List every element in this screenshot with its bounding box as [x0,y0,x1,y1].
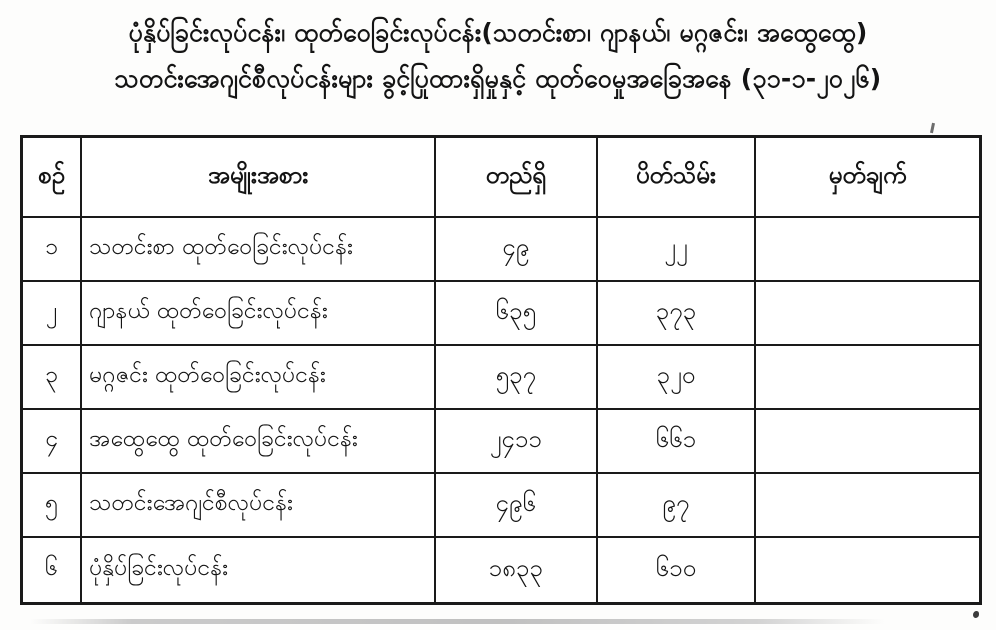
scan-speck-artifact [973,611,979,618]
cell-closed: ၉၇ [598,474,757,538]
cell-serial: ၄ [23,410,82,474]
cell-closed: ၂၂ [598,218,757,282]
header-cell-closed: ပိတ်သိမ်း [598,138,757,218]
header-cell-remark: မှတ်ချက် [756,138,979,218]
scan-smudge-artifact [30,619,885,624]
cell-serial: ၅ [23,474,82,538]
cell-closed: ၃၂၀ [598,346,757,410]
cell-remark [756,282,979,346]
cell-category: သတင်းအေဂျင်စီလုပ်ငန်း [82,474,436,538]
header-cell-category: အမျိုးအစား [82,138,436,218]
statistics-table [20,135,982,605]
cell-existing: ၄၉၆ [436,474,598,538]
cell-serial: ၆ [23,538,82,602]
cell-remark [756,218,979,282]
cell-category: မဂ္ဂဇင်း ထုတ်ဝေခြင်းလုပ်ငန်း [82,346,436,410]
cell-existing: ၅၃၇ [436,346,598,410]
document-title [0,10,996,102]
cell-category: ဂျာနယ် ထုတ်ဝေခြင်းလုပ်ငန်း [82,282,436,346]
cell-remark [756,538,979,602]
cell-category: သတင်းစာ ထုတ်ဝေခြင်းလုပ်ငန်း [82,218,436,282]
header-cell-existing: တည်ရှိ [436,138,598,218]
cell-closed: ၆၆၁ [598,410,757,474]
header-cell-serial: စဉ် [23,138,82,218]
title-line-2: သတင်းအေဂျင်စီလုပ်ငန်းများ ခွင့်ပြုထားရှိမှုနှင့် ထုတ်ဝေမှုအခြေအနေ (၃၁-၁-၂၀၂၆) [114,64,882,93]
cell-serial: ၃ [23,346,82,410]
cell-existing: ၂၄၁၁ [436,410,598,474]
cell-existing: ၄၉ [436,218,598,282]
cell-existing: ၆၃၅ [436,282,598,346]
cell-serial: ၁ [23,218,82,282]
cell-remark [756,474,979,538]
cell-category: အထွေထွေ ထုတ်ဝေခြင်းလုပ်ငန်း [82,410,436,474]
cell-category: ပုံနှိပ်ခြင်းလုပ်ငန်း [82,538,436,602]
cell-existing: ၁၈၃၃ [436,538,598,602]
cell-remark [756,410,979,474]
title-line-1: ပုံနှိပ်ခြင်းလုပ်ငန်း၊ ထုတ်ဝေခြင်းလုပ်ငန်း(သတင်းစာ၊ ဂျာနယ်၊ မဂ္ဂဇင်း၊ အထွေထွေ) [128,18,868,47]
cell-remark [756,346,979,410]
scan-speck-artifact [930,123,935,133]
cell-closed: ၃၇၃ [598,282,757,346]
cell-closed: ၆၁၀ [598,538,757,602]
cell-serial: ၂ [23,282,82,346]
